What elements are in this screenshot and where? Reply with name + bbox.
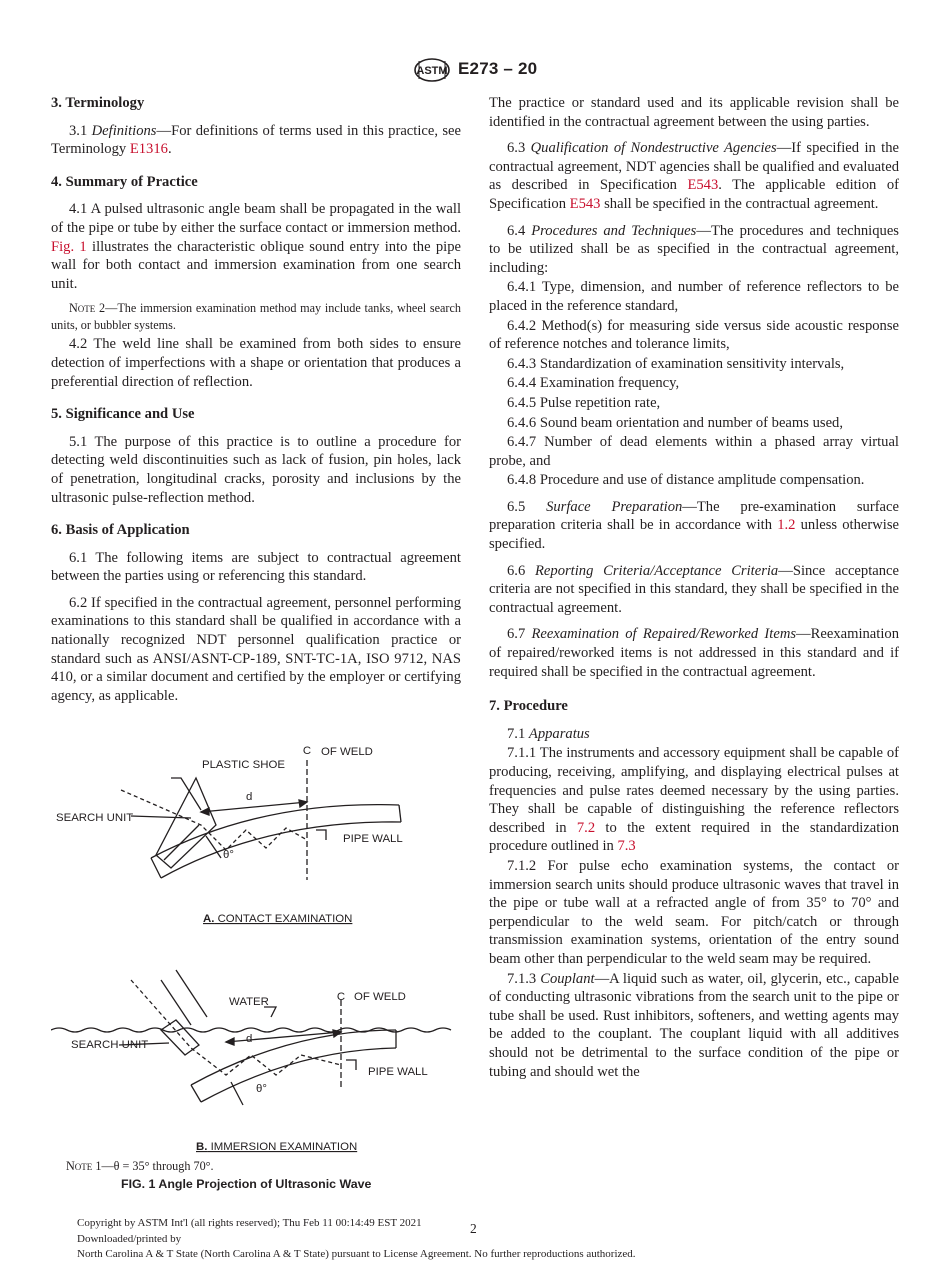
a-label-theta: θ° [223,849,234,861]
page-header [0,58,950,82]
left-column [51,94,461,705]
figure-note-1: Note 1—θ = 35° through 70°. [66,1159,214,1173]
para-3-1: 3.1 Definitions—For definitions of terms used in this practice, see Terminology E1316. [51,122,461,158]
figure-1 [51,730,461,1200]
b-label-d: d [246,1033,253,1045]
a-label-of-weld: OF WELD [321,746,373,758]
figure-labels [56,745,428,1153]
right-column [489,94,899,1081]
b-pipe-outer [191,1030,396,1085]
para-4-1: 4.1 A pulsed ultrasonic angle beam shall be propagated in the wall of the pipe or tube by either the surface contact or immersion method. Fig. 1 illustrates the characteristic oblique sound entry into the pipe wall for both contact and immersion examination from one search unit. [51,201,461,292]
link-fig-1[interactable]: Fig. 1 [51,238,87,255]
b-beam-path [131,980,341,1075]
item-6-4-3: 6.4.3 Standardization of examination sensitivity intervals, [507,355,845,372]
link-1-2[interactable]: 1.2 [777,517,796,534]
page-number: 2 [470,1221,477,1236]
a-plastic-shoe [156,778,216,868]
svg-text:ASTM: ASTM [416,65,448,77]
a-caption: A. CONTACT EXAMINATION [203,913,353,925]
para-6-4: 6.4 Procedures and Techniques—The procedures and techniques to be utilized shall be as specified in the contractual agreement, including: [489,222,899,276]
b-label-cl: C [336,991,346,1003]
item-6-4-2: 6.4.2 Method(s) for measuring side versus side acoustic response of reference notches and tolerance limits, [489,317,899,353]
para-6-7: 6.7 Reexamination of Repaired/Reworked Items—Reexamination of repaired/reworked items is not addressed in this standard and if required shall be specified in the contractual agreement. [489,626,899,680]
link-7-2[interactable]: 7.2 [576,819,596,836]
figure-1-drawing [51,730,461,1160]
para-4-2: 4.2 The weld line shall be examined from both sides to ensure detection of imperfections with a shape or orientation that produces a preferential direction of reflection. [51,336,461,390]
a-label-cl: C [302,745,312,757]
section-4-heading: 4. Summary of Practice [51,173,198,190]
b-label-theta: θ° [256,1083,267,1095]
b-label-pipe-wall: PIPE WALL [368,1066,428,1078]
footer-downloaded: Downloaded/printed by [77,1232,182,1245]
a-label-search-unit: SEARCH UNIT [56,812,134,824]
link-e1316[interactable]: E1316 [129,141,168,158]
para-6-5: 6.5 Surface Preparation—The pre-examination surface preparation criteria shall be in accordance with 1.2 unless otherwise specified. [489,498,899,553]
para-7-1-3: 7.1.3 Couplant—A liquid such as water, oil, glycerin, etc., capable of conducting ultrasonic vibrations from the search unit to the pipe or tube shall be used. Rust inhibitors, softeners, and wetting agents may be added to the couplant. The couplant liquid with all additives should not be detrimental to the surface condition of the pipe or tubing and should wet the [489,970,899,1080]
para-7-1-2: 7.1.2 For pulse echo examination systems, the contact or immersion search units should produce ultrasonic waves that travel in the pipe or tube wall at a refracted angle of from 35° to 70° and perpendicular to the weld seam. For pitch/catch or through transmission examination systems, orientation of the entry sound beam other than perpendicular to the weld seam may be required. [489,857,899,967]
link-7-3[interactable]: 7.3 [617,838,636,855]
item-6-4-7: 6.4.7 Number of dead elements within a phased array virtual probe, and [489,434,899,469]
a-label-d: d [246,791,253,803]
b-label-water: WATER [229,996,269,1008]
item-6-4-1: 6.4.1 Type, dimension, and number of reference reflectors to be placed in the reference standard, [489,279,899,314]
item-6-4-5: 6.4.5 Pulse repetition rate, [507,394,661,411]
para-6-1: 6.1 The following items are subject to contractual agreement between the parties using or referencing this standard. [51,549,461,585]
figure-title: FIG. 1 Angle Projection of Ultrasonic Wave [121,1177,372,1191]
b-pipe-inner [201,1048,396,1102]
a-pipe-outer [151,805,399,858]
item-6-4-4: 6.4.4 Examination frequency, [507,375,680,392]
a-label-plastic-shoe: PLASTIC SHOE [202,759,285,771]
page-footer [77,1216,917,1263]
para-6-2: 6.2 If specified in the contractual agreement, personnel performing examinations to this standard shall be qualified in accordance with a nationally recognized NDT personnel qualification practice or standard such as ANSI/ASNT-CP-189, SNT-TC-1A, ISO 9712, NAS 410, or a similar document and certified by the employer or certifying agency, as applicable. [51,594,461,704]
item-6-4-6: 6.4.6 Sound beam orientation and number of beams used, [507,414,843,431]
para-6-3: 6.3 Qualification of Nondestructive Agencies—If specified in the contractual agreement, NDT agencies shall be qualified and evaluated as described in Specification E543. The applicable edition of Specification E543 shall be specified in the contractual agreement. [489,140,899,212]
item-6-4-8: 6.4.8 Procedure and use of distance amplitude compensation. [507,472,865,489]
para-7-1-1: 7.1.1 The instruments and accessory equipment shall be capable of producing, receiving, amplifying, and displaying electrical pulses at frequencies and pulse rates deemed necessary by the using parties. They shall be capable of distinguishing the reference reflectors described in 7.2 to the extent required in the standardization procedure outlined in 7.3 [489,745,899,855]
footer-copyright: Copyright by ASTM Int'l (all rights reserved); Thu Feb 11 00:14:49 EST 2021 [77,1217,422,1229]
b-label-search-unit: SEARCH UNIT [71,1039,149,1051]
para-7-1: 7.1 Apparatus [507,725,590,742]
section-5-heading: 5. Significance and Use [51,406,195,423]
section-3-heading: 3. Terminology [51,95,145,111]
section-7-heading: 7. Procedure [489,698,568,715]
link-e543-a[interactable]: E543 [687,177,719,194]
astm-logo-icon [413,58,451,82]
link-e543-b[interactable]: E543 [569,195,601,212]
footer-license: North Carolina A & T State (North Carolina A & T State) pursuant to License Agreement. No further reproductions authorized. [77,1248,636,1260]
para-5-1: 5.1 The purpose of this practice is to outline a procedure for detecting weld discontinuities such as lack of fusion, pin holes, lack of penetration, longitudinal cracks, porosity and inclusions by the ultrasonic pulse-reflection method. [51,433,461,506]
standard-designation: E273 – 20 [458,59,538,78]
b-label-of-weld: OF WELD [354,991,406,1003]
para-6-6: 6.6 Reporting Criteria/Acceptance Criteria—Since acceptance criteria are not specified in this standard, they shall be specified in the contractual agreement. [489,562,899,616]
b-caption: B. IMMERSION EXAMINATION [196,1141,358,1153]
a-label-pipe-wall: PIPE WALL [343,833,403,845]
para-6-2-continued: The practice or standard used and its applicable revision shall be identified in the contractual agreement between the using parties. [489,95,899,130]
note-2: Note 2—The immersion examination method may include tanks, wheel search units, or bubbler systems. [51,301,461,333]
a-pipe-inner [161,822,401,878]
section-6-heading: 6. Basis of Application [51,522,190,539]
